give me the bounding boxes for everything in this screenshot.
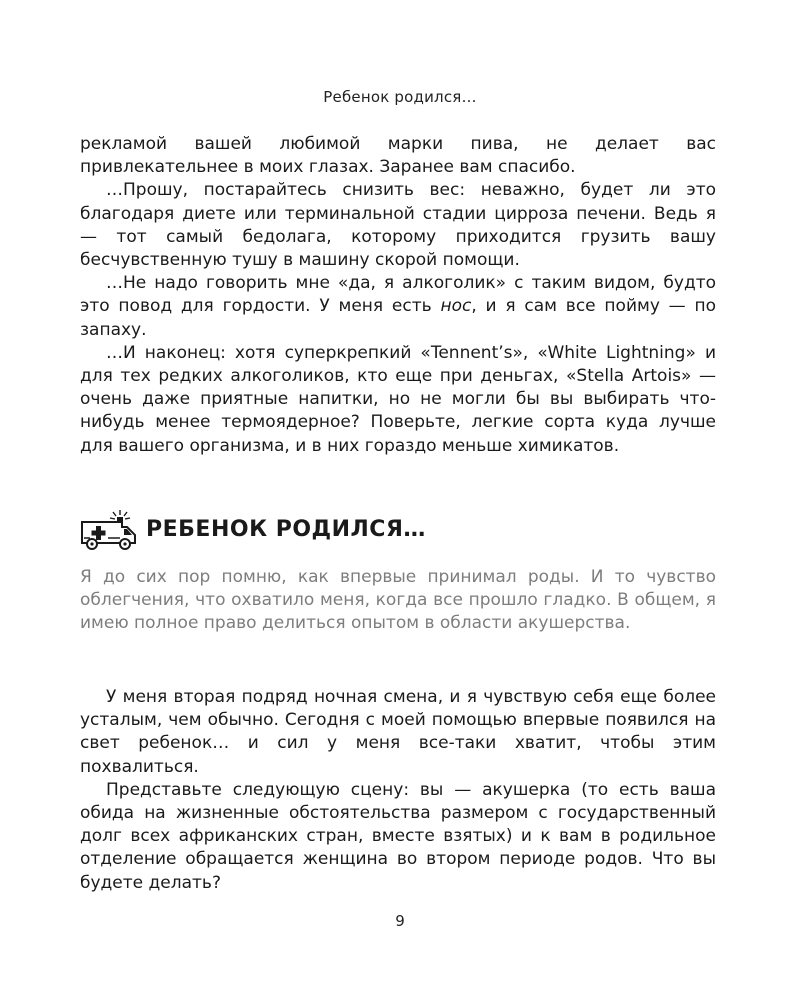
epigraph <box>80 566 716 636</box>
section-title: РЕБЕНОК РОДИЛСЯ… <box>146 516 426 542</box>
italic-word: нос <box>440 296 472 317</box>
paragraph <box>80 272 716 342</box>
ambulance-icon <box>80 507 140 551</box>
epigraph-text: Я до сих пор помню, как впервые принимал роды. И то чувство облегчения, что охватило меня, когда все прошло гладко. В общем, я имею полное право делиться опытом в области акушерства. <box>80 567 716 634</box>
paragraph: рекламой вашей любимой марки пива, не делает вас привлекательнее в моих глазах. Заранее вам спасибо. <box>80 134 716 178</box>
paragraph: У меня вторая подряд ночная смена, и я чувствую себя еще более усталым, чем обычно. Сегодня с моей помощью впервые появился на свет ребенок… и сил у меня все-таки хватит, чтобы этим похвалиться. <box>80 687 716 777</box>
section-heading <box>80 504 426 554</box>
page-number: 9 <box>395 912 405 930</box>
running-head: Ребенок родился… <box>323 88 477 106</box>
paragraph: …Прошу, постарайтесь снизить вес: неважно, будет ли это благодаря диете или терминальной стадии цирроза печени. Ведь я — тот самый бедолага, которому приходится грузить вашу бесчувственную тушу в машину скорой помощи. <box>80 180 716 271</box>
text-block-top <box>80 133 716 458</box>
paragraph: …И наконец: хотя суперкрепкий «Tennent’s», «White Lightning» и для тех редких алкоголиков, кто еще при деньгах, «Stella Artois» — очень даже приятные напитки, но не могли бы вы выбирать что-нибудь менее термоядерное? Поверьте, легкие сорта куда лучше для вашего организма, и в них гораздо меньше химикатов. <box>80 342 716 456</box>
paragraph-text: , и я сам все пойму — по запаху. <box>80 296 716 340</box>
text-block-main <box>80 686 716 895</box>
paragraph-text: …Не надо говорить мне «да, я алкоголик» с таким видом, будто это повод для гордости. У меня есть <box>80 273 716 317</box>
paragraph: Представьте следующую сцену: вы — акушерка (то есть ваша обида на жизненные обстоятельства размером с государственный долг всех африканских стран, вместе взятых) и к вам в родильное отделение обращается женщина во втором периоде родов. Что вы будете делать? <box>80 779 716 893</box>
